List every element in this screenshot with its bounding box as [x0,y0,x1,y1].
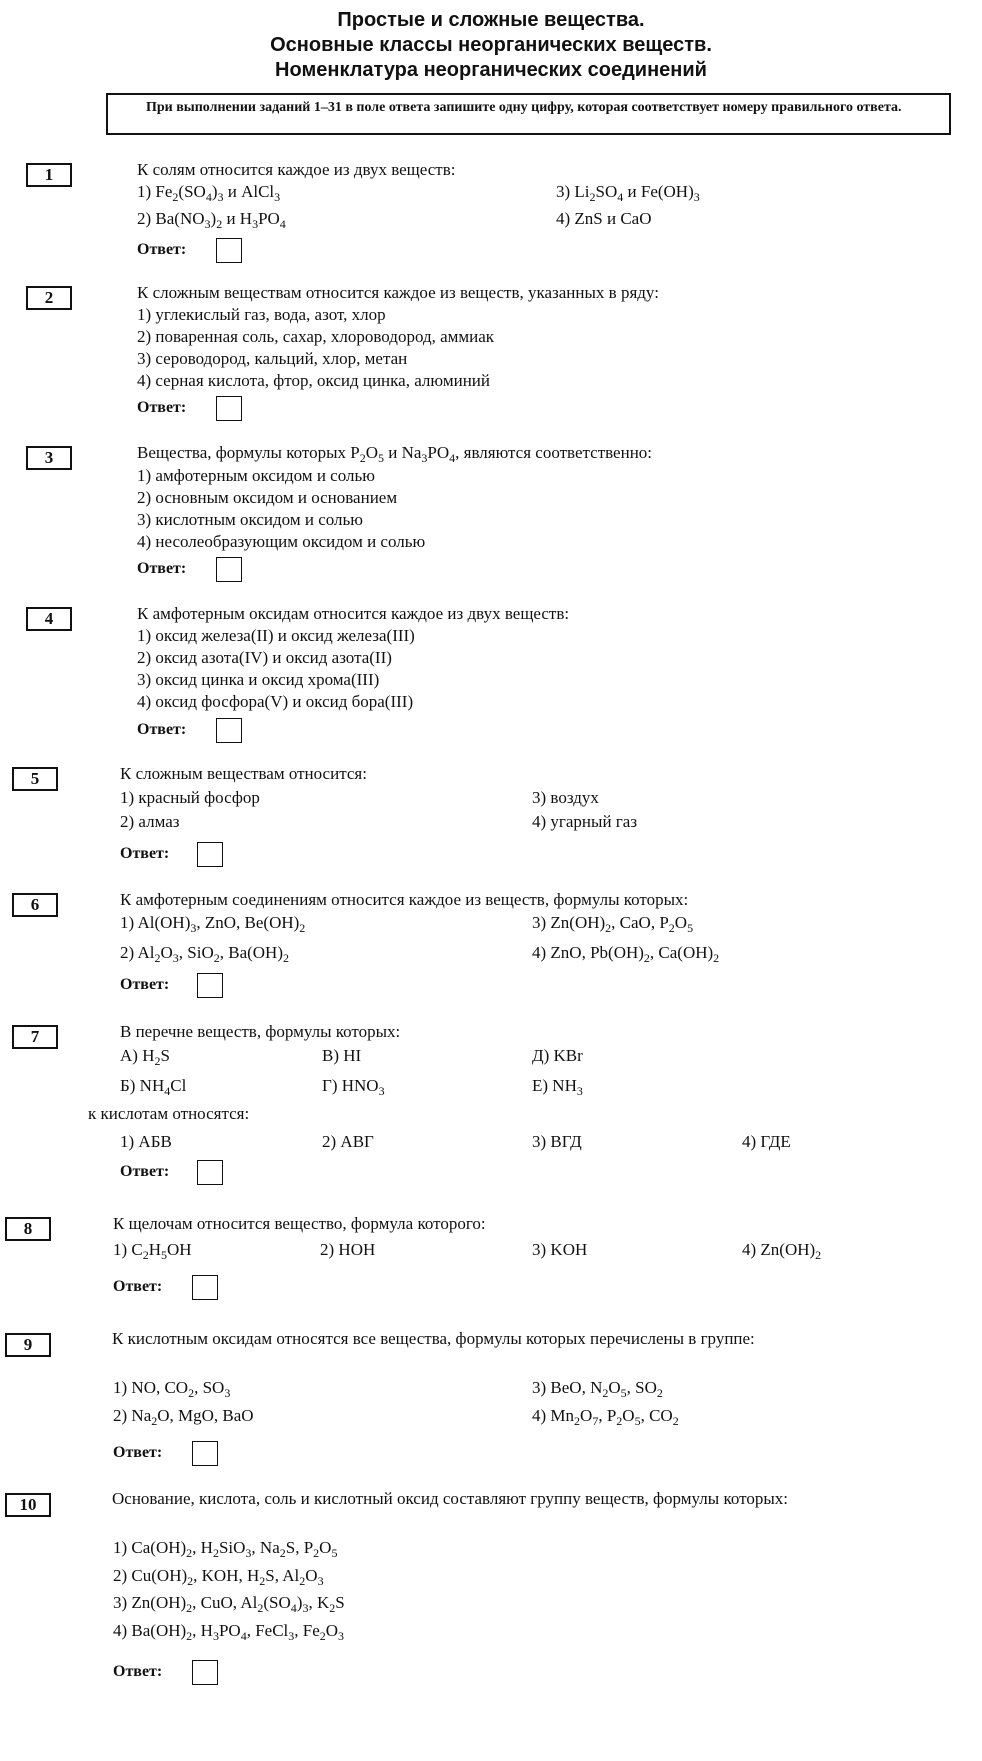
q3-option-2: 2) основным оксидом и основанием [137,488,398,507]
q3-stem: Вещества, формулы которых $P_2O_5$ и $Na_3PO_4$, являются соответственно: [137,443,653,465]
q2-option-2: 2) поваренная соль, сахар, хлороводород, аммиак [137,327,495,346]
q7-answer-box[interactable] [197,1160,223,1185]
q5-answer-label: Ответ: [120,845,170,862]
question-number-8: 8 [5,1217,51,1241]
q9-option-1: 1) NO, $CO_2$, $SO_3$ [113,1378,231,1400]
title-line-1: Простые и сложные вещества. [337,9,645,31]
question-number-2: 2 [26,286,72,310]
q7-option-2: 2) АВГ [322,1132,374,1151]
q7-sub-stem: к кислотам относятся: [88,1104,250,1123]
q5-stem: К сложным веществам относится: [120,764,367,783]
q7-item-v: В) HI [322,1046,362,1065]
q10-answer-box[interactable] [192,1660,218,1685]
q1-option-1: 1) $Fe_2(SO_4)_3$ и AlCl$_3$ [137,182,281,204]
q7-option-3: 3) ВГД [532,1132,582,1151]
q2-option-4: 4) серная кислота, фтор, оксид цинка, алюминий [137,371,491,390]
q2-option-3: 3) сероводород, кальций, хлор, метан [137,349,408,368]
q3-answer-label: Ответ: [137,560,187,577]
q6-option-2: 2) $Al_2O_3$, SiO$_2$, $Ba(OH)_2$ [120,943,289,965]
instruction-box: При выполнении заданий 1–31 в поле ответа запишите одну цифру, которая соответствует номеру правильного ответа. [106,93,951,135]
q6-answer-label: Ответ: [120,976,170,993]
q8-option-4: 4) $Zn(OH)_2$ [742,1240,822,1262]
question-number-10: 10 [5,1493,51,1517]
q4-option-3: 3) оксид цинка и оксид хрома(III) [137,670,380,689]
question-number-4: 4 [26,607,72,631]
q5-option-3: 3) воздух [532,788,599,807]
q7-item-e: Е) $NH_3$ [532,1076,583,1098]
q2-option-1: 1) углекислый газ, вода, азот, хлор [137,305,386,324]
q10-option-2: 2) $Cu(OH)_2$, KOH, $H_2S$, $Al_2O_3$ [113,1566,324,1588]
q7-item-a: А) $H_2S$ [120,1046,170,1068]
q7-answer-label: Ответ: [120,1163,170,1180]
q8-answer-box[interactable] [192,1275,218,1300]
q2-answer-box[interactable] [216,396,242,421]
q7-item-b: Б) $NH_4Cl$ [120,1076,187,1098]
title-line-3: Номенклатура неорганических соединений [275,59,707,81]
q8-option-3: 3) KOH [532,1240,588,1259]
q8-option-2: 2) HOH [320,1240,376,1259]
q8-answer-label: Ответ: [113,1278,163,1295]
q6-answer-box[interactable] [197,973,223,998]
q3-answer-box[interactable] [216,557,242,582]
question-number-3: 3 [26,446,72,470]
q6-stem: К амфотерным соединениям относится каждое из веществ, формулы которых: [120,890,689,909]
q3-option-3: 3) кислотным оксидом и солью [137,510,363,529]
q5-option-4: 4) угарный газ [532,812,638,831]
q6-option-3: 3) $Zn(OH)_2$, CaO, $P_2O_5$ [532,913,694,935]
page-title [0,8,982,83]
q4-option-2: 2) оксид азота(IV) и оксид азота(II) [137,648,392,667]
q4-answer-label: Ответ: [137,721,187,738]
q9-option-4: 4) $Mn_2O_7$, $P_2O_5$, $CO_2$ [532,1406,679,1428]
q4-option-1: 1) оксид железа(II) и оксид железа(III) [137,626,415,645]
q5-option-1: 1) красный фосфор [120,788,260,807]
q9-stem: К кислотным оксидам относятся все вещества, формулы которых перечислены в группе: [112,1329,755,1348]
q9-answer-label: Ответ: [113,1444,163,1461]
q7-stem: В перечне веществ, формулы которых: [120,1022,401,1041]
q2-stem: К сложным веществам относится каждое из веществ, указанных в ряду: [137,283,659,302]
q5-option-2: 2) алмаз [120,812,180,831]
q8-stem: К щелочам относится вещество, формула которого: [113,1214,486,1233]
q5-answer-box[interactable] [197,842,223,867]
q7-item-d: Д) KBr [532,1046,583,1065]
q9-answer-box[interactable] [192,1441,218,1466]
q1-answer-box[interactable] [216,238,242,263]
q2-answer-label: Ответ: [137,399,187,416]
q4-stem: К амфотерным оксидам относится каждое из двух веществ: [137,604,570,623]
q9-option-2: 2) $Na_2O$, MgO, BaO [113,1406,254,1428]
q7-option-4: 4) ГДЕ [742,1132,791,1151]
q7-option-1: 1) АБВ [120,1132,172,1151]
question-number-1: 1 [26,163,72,187]
q1-stem: К солям относится каждое из двух веществ: [137,160,456,179]
question-number-6: 6 [12,893,58,917]
title-line-2: Основные классы неорганических веществ. [270,34,712,56]
q10-option-4: 4) $Ba(OH)_2$, $H_3PO_4$, FeCl$_3$, $Fe_2O_3$ [113,1621,345,1643]
q4-answer-box[interactable] [216,718,242,743]
q3-option-1: 1) амфотерным оксидом и солью [137,466,375,485]
q10-stem: Основание, кислота, соль и кислотный оксид составляют группу веществ, формулы которых: [112,1489,788,1508]
q7-item-g: Г) $HNO_3$ [322,1076,385,1098]
question-number-5: 5 [12,767,58,791]
question-number-9: 9 [5,1333,51,1357]
q1-option-3: 3) $Li_2SO_4$ и $Fe(OH)_3$ [556,182,700,204]
q3-option-4: 4) несолеобразующим оксидом и солью [137,532,426,551]
q1-answer-label: Ответ: [137,241,187,258]
question-number-7: 7 [12,1025,58,1049]
q1-option-2: 2) $Ba(NO_3)_2$ и $H_3PO_4$ [137,209,286,231]
q10-option-1: 1) $Ca(OH)_2$, $H_2SiO_3$, $Na_2S$, $P_2O_5$ [113,1538,338,1560]
q1-option-4: 4) ZnS и CaO [556,209,652,228]
q9-option-3: 3) BeO, $N_2O_5$, $SO_2$ [532,1378,663,1400]
q8-option-1: 1) $C_2H_5OH$ [113,1240,192,1262]
q10-answer-label: Ответ: [113,1663,163,1680]
q6-option-1: 1) $Al(OH)_3$, ZnO, $Be(OH)_2$ [120,913,306,935]
q6-option-4: 4) ZnO, $Pb(OH)_2$, $Ca(OH)_2$ [532,943,720,965]
q4-option-4: 4) оксид фосфора(V) и оксид бора(III) [137,692,414,711]
q10-option-3: 3) $Zn(OH)_2$, CuO, $Al_2(SO_4)_3$, $K_2S$ [113,1593,345,1615]
